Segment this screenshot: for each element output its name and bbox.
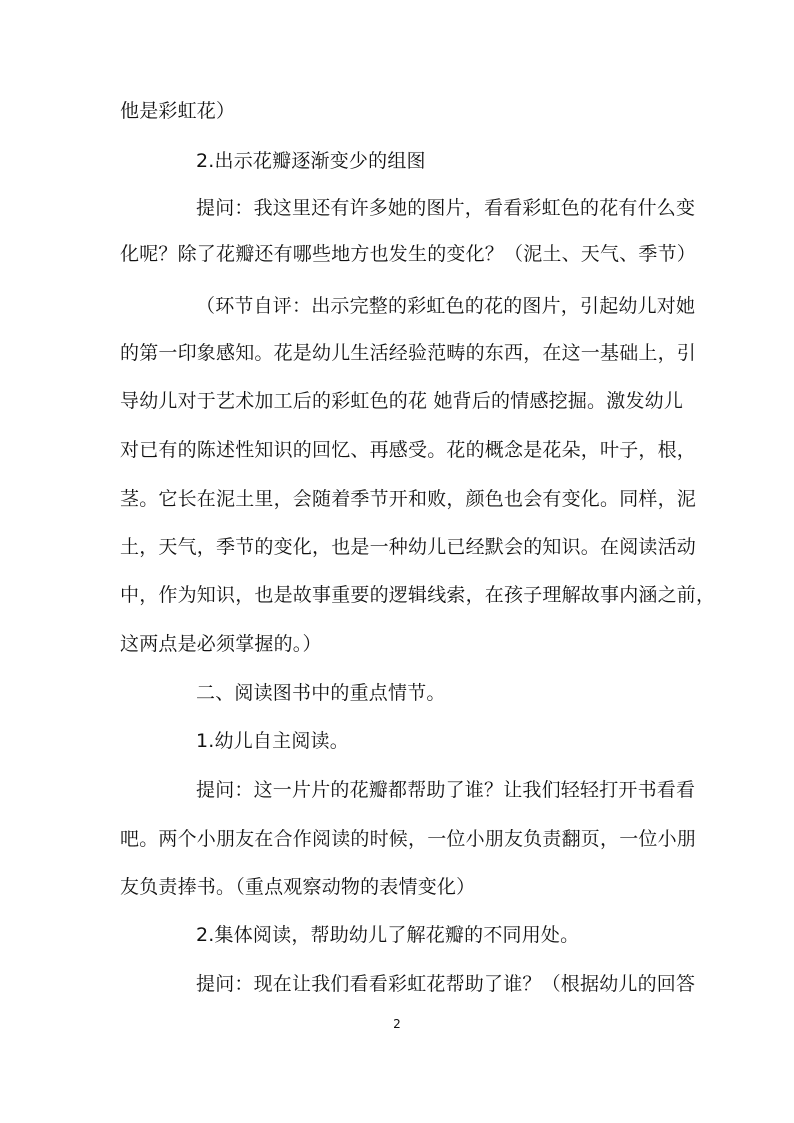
text-line: 导幼儿对于艺术加工后的彩虹色的花 她背后的情感挖掘。激发幼儿 — [120, 390, 684, 412]
text-line: 提问：这一片片的花瓣都帮助了谁？让我们轻轻打开书看看 — [196, 779, 696, 801]
text-line: 友负责捧书。（重点观察动物的表情变化） — [120, 876, 476, 898]
text-line: 提问：现在让我们看看彩虹花帮助了谁？（根据幼儿的回答 — [196, 973, 696, 995]
text-line: 这两点是必须掌握的。） — [120, 633, 322, 655]
text-line: 茎。它长在泥土里，会随着季节开和败，颜色也会有变化。同样，泥 — [120, 488, 697, 510]
subheading: 1.幼儿自主阅读。 — [196, 730, 349, 752]
text-line: 提问：我这里还有许多她的图片，看看彩虹色的花有什么变 — [196, 197, 696, 219]
text-line: 土，天气，季节的变化，也是一种幼儿已经默会的知识。在阅读活动 — [120, 536, 697, 558]
text-line: 化呢？除了花瓣还有哪些地方也发生的变化？（泥土、天气、季节） — [120, 243, 697, 265]
text-line: 2.出示花瓣逐渐变少的组图 — [196, 150, 426, 172]
text-line: （环节自评：出示完整的彩虹色的花的图片，引起幼儿对她 — [196, 295, 696, 317]
section-heading: 二、阅读图书中的重点情节。 — [196, 682, 446, 704]
text-line: 中，作为知识，也是故事重要的逻辑线索，在孩子理解故事内涵之前， — [120, 584, 716, 606]
text-line: 吧。两个小朋友在合作阅读的时候，一位小朋友负责翻页，一位小朋 — [120, 828, 697, 850]
text-line: 他是彩虹花） — [120, 100, 236, 122]
text-line: 的第一印象感知。花是幼儿生活经验范畴的东西，在这一基础上，引 — [120, 342, 697, 364]
page-number: 2 — [393, 1017, 401, 1031]
text-line: 对已有的陈述性知识的回忆、再感受。花的概念是花朵，叶子，根， — [120, 439, 697, 461]
subheading: 2.集体阅读，帮助幼儿了解花瓣的不同用处。 — [196, 924, 580, 946]
